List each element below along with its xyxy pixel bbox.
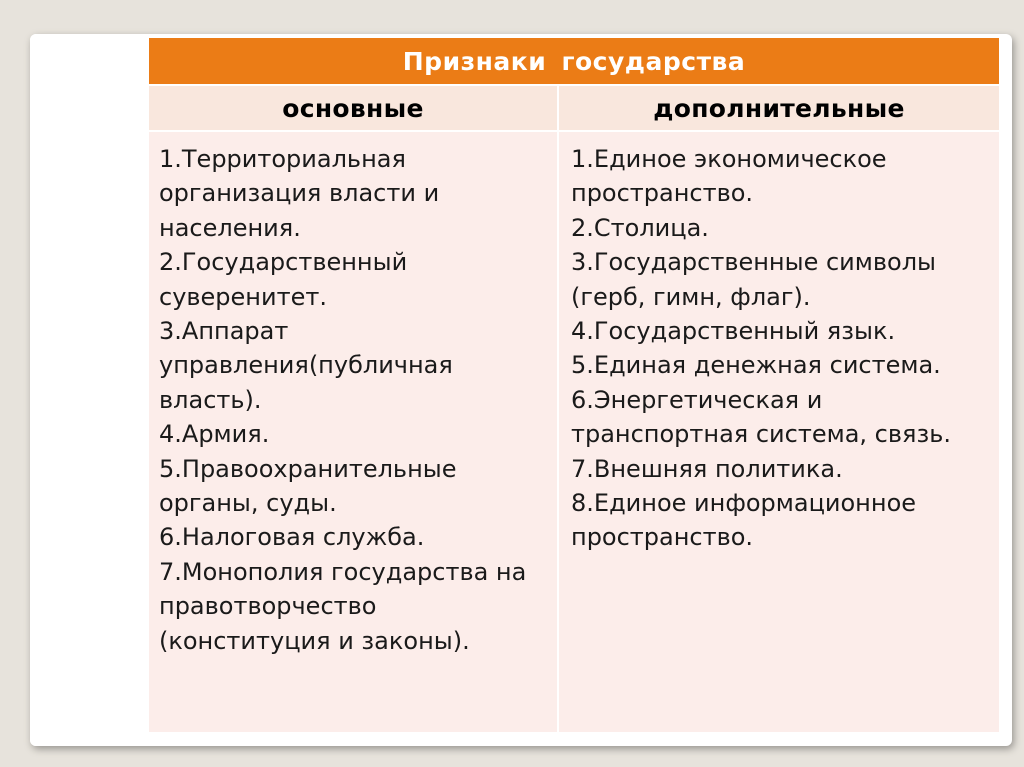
title-row: [148, 37, 1000, 85]
list-item: 7.Внешняя политика.: [571, 454, 843, 483]
main-signs-cell: [148, 131, 558, 733]
list-item: 4.Государственный язык.: [571, 317, 896, 346]
additional-signs-cell: [558, 131, 1000, 733]
list-item: 2.Государственный суверенитет.: [159, 248, 408, 311]
state-signs-table: [147, 36, 1001, 734]
column-header-additional: дополнительные: [558, 85, 1000, 131]
table-title-cell: [148, 37, 1000, 85]
list-item: 8.Единое информационное пространство.: [571, 489, 917, 552]
column-header-main: основные: [148, 85, 558, 131]
list-item: 1.Территориальная организация власти и населения.: [159, 145, 440, 242]
list-item: 7.Монополия государства на правотворчество (конституция и законы).: [159, 557, 527, 655]
table-title: Признаки государства: [402, 46, 746, 76]
list-item: 6.Налоговая служба.: [159, 523, 425, 552]
list-item: 3.Государственные символы (герб, гимн, флаг).: [571, 248, 936, 311]
list-item: 1.Единое экономическое пространство.: [571, 145, 887, 208]
header-row: [148, 85, 1000, 131]
list-item: 5.Правоохранительные органы, суды.: [159, 454, 457, 518]
list-item: 4.Армия.: [159, 420, 270, 449]
list-item: 5.Единая денежная система.: [571, 351, 941, 380]
list-item: 2.Столица.: [571, 213, 709, 242]
content-row: [148, 131, 1000, 733]
additional-signs-list: [559, 132, 999, 555]
list-item: 3.Аппарат управления(публичная власть).: [159, 317, 453, 414]
main-signs-list: [149, 132, 557, 658]
list-item: 6.Энергетическая и транспортная система, связь.: [571, 385, 951, 449]
slide-left-margin: [30, 34, 148, 746]
